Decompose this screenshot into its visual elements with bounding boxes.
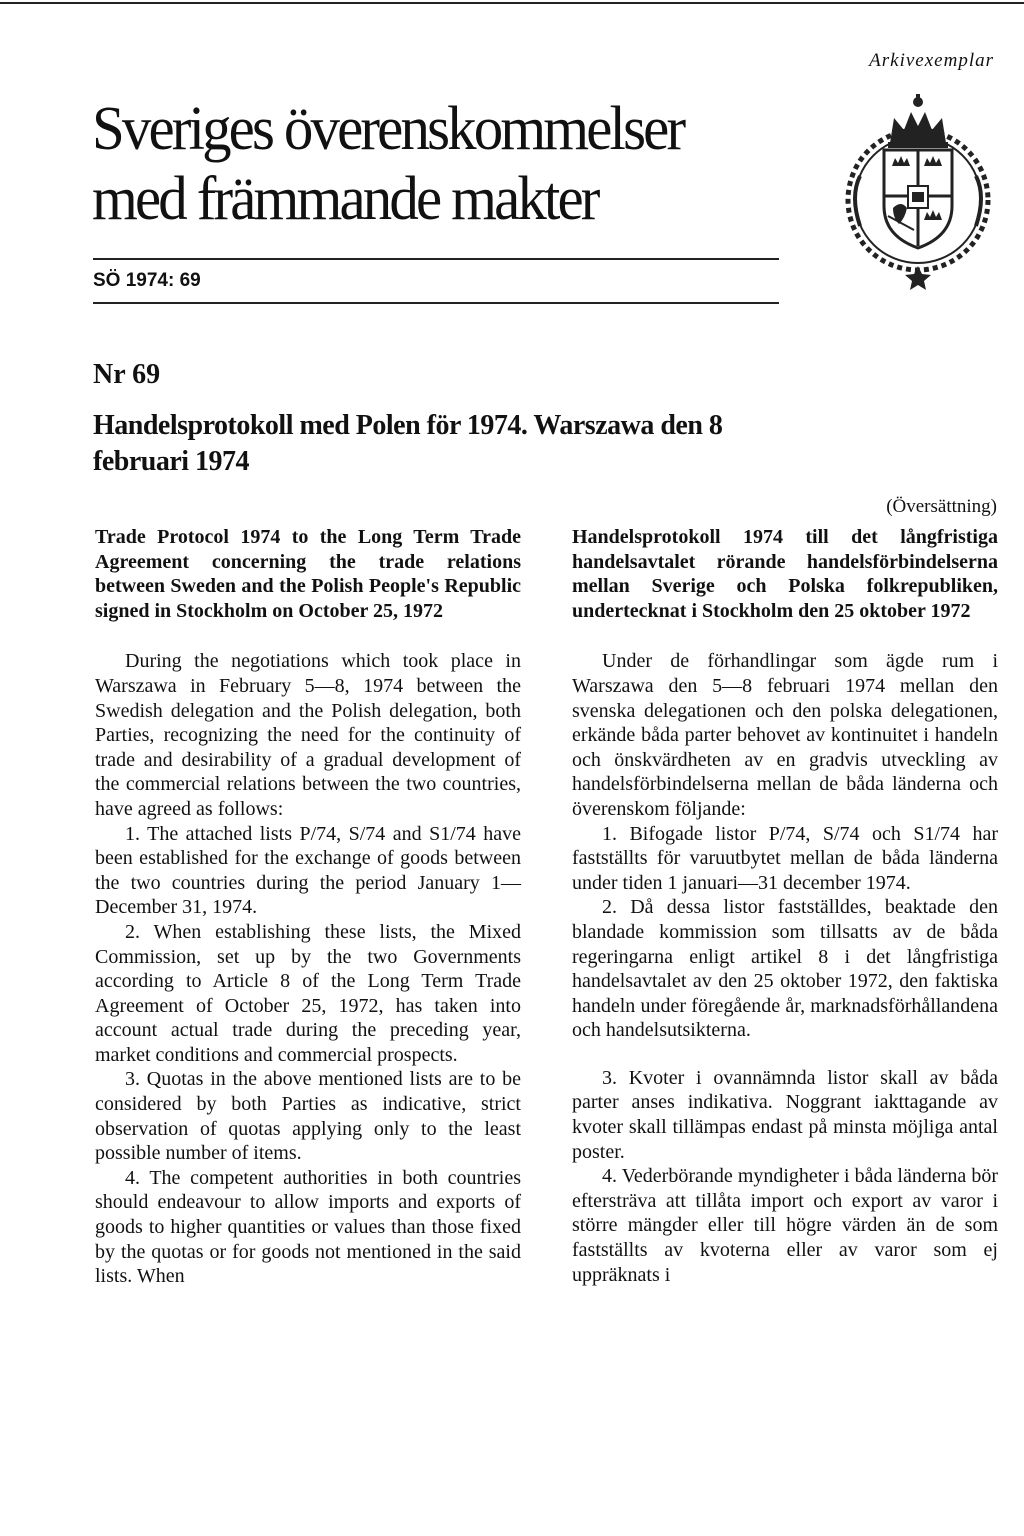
english-column xyxy=(95,525,521,1289)
english-paragraph-2: 2. When establishing these lists, the Mixed Commission, set up by the two Governments according to Article 8 of the Long Term Trade Agreement of October 25, 1972, has taken into account actual trade during the preceding year, market conditions and commercial prospects. xyxy=(95,920,521,1066)
english-paragraph-3: 3. Quotas in the above mentioned lists are to be considered by both Parties as indicative, strict observation of quotas applying only to the least possible number of items. xyxy=(95,1068,521,1165)
swedish-paragraph-2: 2. Då dessa listor fastställdes, beaktade den blandade kommission som tillsatts av de båda regeringarna enligt artikel 8 i det långfristiga handelsavtalet av den 25 oktober 1972, den faktiska handeln under föregående år, marknadsförhållandena och handelsutsikterna. xyxy=(572,896,998,1042)
top-border-rule xyxy=(0,2,1024,4)
swedish-paragraph-4: 4. Vederbörande myndigheter i båda länderna bör eftersträva att tillåta import och export av varor i större mängder eller till högre värden än de som fastställts av kvoterna eller av varor som ej uppräknats i xyxy=(572,1165,998,1286)
swedish-heading: Handelsprotokoll 1974 till det långfristiga handelsavtalet rörande handelsförbindelserna mellan Sverige och Polska folkrepubliken, undertecknat i Stockholm den 25 oktober 1972 xyxy=(572,526,998,622)
swedish-paragraph-1: 1. Bifogade listor P/74, S/74 och S1/74 har fastställts för varuutbytet mellan de båda länderna under tiden 1 januari—31 december 1974. xyxy=(572,822,998,894)
header-rule-bottom xyxy=(93,302,779,304)
series-title xyxy=(92,94,683,234)
document-title: Handelsprotokoll med Polen för 1974. Warszawa den 8 februari 1974 xyxy=(93,410,723,477)
english-heading: Trade Protocol 1974 to the Long Term Trade Agreement concerning the trade relations between Sweden and the Polish People's Republic signed in Stockholm on October 25, 1972 xyxy=(95,526,521,622)
swedish-paragraph-3: 3. Kvoter i ovannämnda listor skall av båda parter anses indikativa. Noggrant iakttagande av kvoter skall tillämpas endast på minsta möjliga antal poster. xyxy=(572,1066,998,1163)
swedish-column xyxy=(572,525,998,1287)
header-rule-top xyxy=(93,258,779,260)
archive-label: Arkivexemplar xyxy=(869,50,994,71)
document-number: Nr 69 xyxy=(93,359,161,390)
translation-note: (Översättning) xyxy=(886,496,997,517)
english-paragraph-4: 4. The competent authorities in both countries should endeavour to allow imports and exports of goods to higher quantities or values than those fixed by the quotas or for goods not mentioned in the said lists. When xyxy=(95,1166,521,1288)
coat-of-arms-icon xyxy=(838,88,998,298)
series-number: SÖ 1974: 69 xyxy=(93,270,201,291)
english-paragraph-1: 1. The attached lists P/74, S/74 and S1/74 have been established for the exchange of goods between the two countries during the period January 1—December 31, 1974. xyxy=(95,822,521,919)
series-title-line-2: med främmande makter xyxy=(92,165,598,233)
swedish-intro: Under de förhandlingar som ägde rum i Warszawa den 5—8 februari 1974 mellan den svenska delegationen och den polska delegationen, erkände båda parter behovet av kontinuitet i handeln och önskvärdheten av en gradvis utveckling av handelsförbindelserna mellan de båda länderna och överenskom följande: xyxy=(572,650,998,820)
english-intro: During the negotiations which took place in Warszawa in February 5—8, 1974 between the Swedish delegation and the Polish delegation, both Parties, recognizing the need for the continuity of trade and desirability of a gradual development of the commercial relations between the two countries, have agreed as follows: xyxy=(95,650,521,820)
series-title-line-1: Sveriges överenskommelser xyxy=(92,95,684,163)
